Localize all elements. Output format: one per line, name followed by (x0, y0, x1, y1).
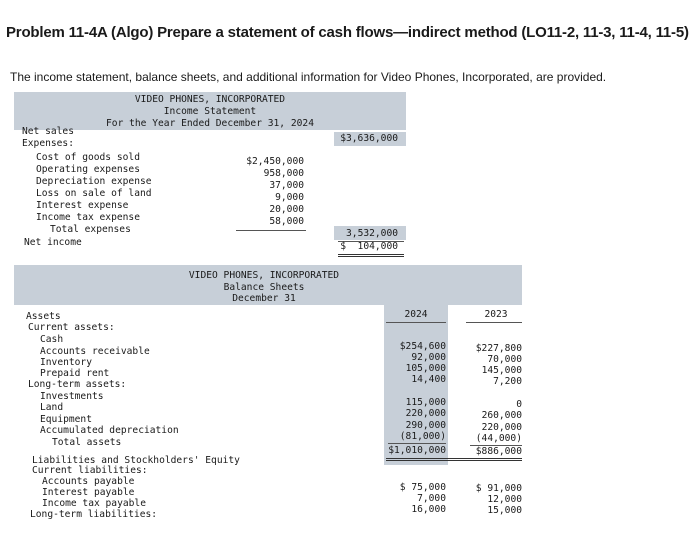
expense-value: 958,000 (263, 168, 304, 179)
long-term-asset-2024: 220,000 (405, 408, 446, 419)
net-sales-label: Net sales (22, 126, 74, 137)
balance-statement-name: Balance Sheets (223, 282, 305, 293)
current-asset-label: Inventory (40, 357, 92, 368)
current-asset-2023: 70,000 (487, 354, 522, 365)
total-assets-double-underline (386, 458, 522, 461)
long-term-asset-2023: 220,000 (481, 422, 522, 433)
current-liability-2024: 7,000 (417, 493, 446, 504)
net-income-label: Net income (24, 237, 82, 248)
current-asset-label: Prepaid rent (40, 368, 110, 379)
expense-label: Depreciation expense (36, 176, 152, 187)
expense-value: 37,000 (269, 180, 304, 191)
expense-value: 9,000 (275, 192, 304, 203)
expenses-label: Expenses: (22, 138, 74, 149)
column-header-rule-2024 (386, 322, 446, 323)
balance-date: December 31 (232, 293, 296, 304)
current-liabilities-label: Current liabilities: (32, 465, 148, 476)
long-term-asset-2023: 0 (516, 399, 522, 410)
expense-label: Income tax expense (36, 212, 140, 223)
long-term-asset-2023: 260,000 (481, 410, 522, 421)
current-asset-label: Cash (40, 334, 64, 345)
expenses-underline (236, 230, 306, 231)
long-term-asset-label: Accumulated depreciation (40, 425, 179, 436)
long-term-asset-2024: 115,000 (405, 397, 446, 408)
net-income-value: $ 104,000 (340, 241, 398, 252)
total-expenses-label: Total expenses (50, 224, 131, 235)
income-statement (14, 92, 406, 262)
expense-label: Loss on sale of land (36, 188, 152, 199)
balance-company: VIDEO PHONES, INCORPORATED (188, 270, 340, 281)
total-expenses-value: 3,532,000 (346, 228, 398, 239)
assets-subtotal-rule-2024 (388, 443, 446, 444)
column-2023-header: 2023 (484, 309, 508, 320)
long-term-asset-label: Land (40, 402, 64, 413)
expense-value: 20,000 (269, 204, 304, 215)
column-header-rule-2023 (466, 322, 522, 323)
current-liability-2024: 16,000 (411, 504, 446, 515)
long-term-asset-label: Equipment (40, 414, 92, 425)
long-term-asset-2023: (44,000) (475, 433, 522, 444)
current-liability-2023: $ 91,000 (475, 483, 522, 494)
current-liability-label: Interest payable (42, 487, 135, 498)
current-liability-2024: $ 75,000 (399, 482, 446, 493)
net-sales-value: $3,636,000 (340, 133, 398, 144)
expense-label: Operating expenses (36, 164, 140, 175)
expense-value: $2,450,000 (246, 156, 304, 167)
current-asset-2024: 105,000 (405, 363, 446, 374)
long-term-liabilities-label: Long-term liabilities: (30, 509, 158, 520)
column-2024-header: 2024 (404, 309, 428, 320)
balance-sheet (14, 265, 522, 535)
current-asset-2024: 92,000 (411, 352, 446, 363)
long-term-assets-label: Long-term assets: (28, 379, 127, 390)
current-asset-2023: $227,800 (475, 343, 522, 354)
current-assets-label: Current assets: (28, 322, 115, 333)
current-liability-label: Income tax payable (42, 498, 146, 509)
expense-label: Cost of goods sold (36, 152, 140, 163)
current-asset-2024: 14,400 (411, 374, 446, 385)
total-assets-2023: $886,000 (475, 446, 522, 457)
page-title: Problem 11-4A (Algo) Prepare a statement of cash flows—indirect method (LO11-2, 11-3, 11-4, 11-5) (6, 24, 689, 41)
current-asset-2023: 145,000 (481, 365, 522, 376)
long-term-asset-label: Investments (40, 391, 104, 402)
long-term-asset-2024: 290,000 (405, 420, 446, 431)
liabilities-equity-label: Liabilities and Stockholders' Equity (32, 455, 240, 466)
total-assets-2024: $1,010,000 (388, 445, 446, 456)
expense-label: Interest expense (36, 200, 129, 211)
net-income-double-underline (338, 254, 404, 257)
total-assets-label: Total assets (52, 437, 122, 448)
assets-label: Assets (26, 311, 61, 322)
income-statement-name: Income Statement (163, 106, 257, 117)
expense-value: 58,000 (269, 216, 304, 227)
income-company: VIDEO PHONES, INCORPORATED (134, 94, 286, 105)
current-liability-2023: 15,000 (487, 505, 522, 516)
current-liability-2023: 12,000 (487, 494, 522, 505)
current-liability-label: Accounts payable (42, 476, 135, 487)
current-asset-2023: 7,200 (493, 376, 522, 387)
intro-text: The income statement, balance sheets, and additional information for Video Phones, Incorporated, are provided. (10, 70, 607, 84)
income-period: For the Year Ended December 31, 2024 (106, 118, 314, 129)
current-asset-2024: $254,600 (399, 341, 446, 352)
current-asset-label: Accounts receivable (40, 346, 150, 357)
long-term-asset-2024: (81,000) (399, 431, 446, 442)
